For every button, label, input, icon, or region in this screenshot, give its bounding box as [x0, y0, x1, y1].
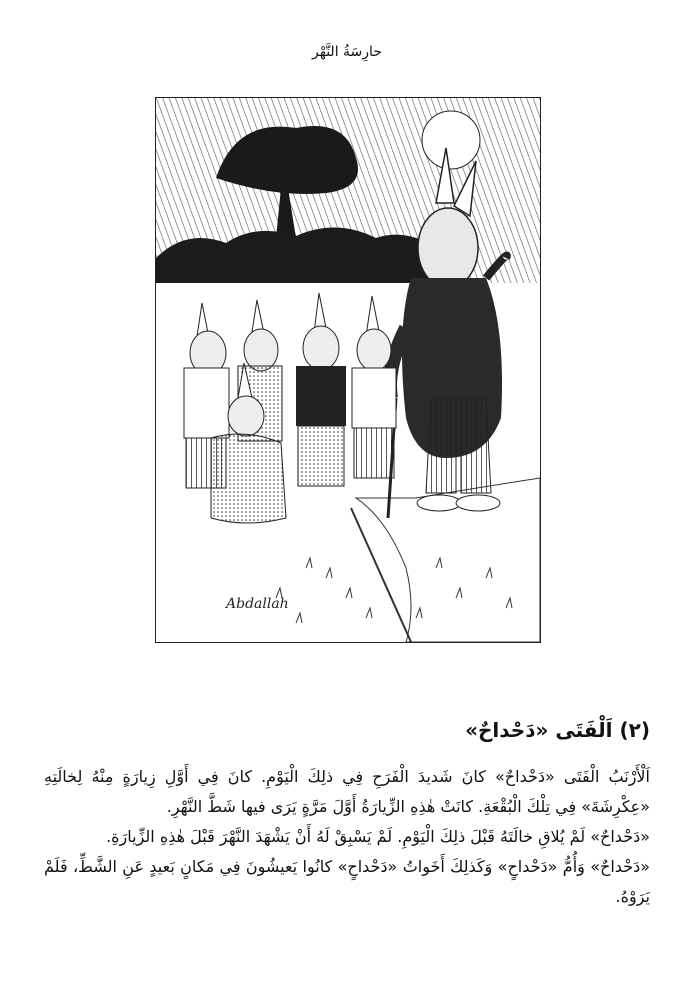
moon	[422, 111, 480, 169]
paragraph: اَلْأَرْنَبُ الْفَتَى «دَحْداحٌ» كانَ شَديدَ الْفَرَحِ فِي ذلِكَ الْيَوْمِ. كانَ فِي أَوَّلِ زِيارَةٍ مِنْهُ لِخالَتِهِ «عِكْرِشَةَ» فِي تِلْكَ الْبُقْعَةِ. كانَتْ هٰذِهِ الزِّيارَةُ أَوَّلَ مَرَّةٍ يَرَى فيها شَطَّ النَّهْرِ.	[44, 767, 650, 816]
story-body	[44, 762, 650, 912]
story-illustration	[155, 97, 541, 643]
paragraph: «دَحْداحٌ» لَمْ يُلاقِ خالَتَهُ قَبْلَ ذلِكَ الْيَوْمِ. لَمْ يَسْبِقْ لَهُ أَنْ يَشْهَدَ النَّهْرَ قَبْلَ هٰذِهِ الزِّيارَةِ.	[106, 827, 650, 846]
paragraph: «دَحْداحٌ» وَأُمُّ «دَحْداحٍ» وَكَذلِكَ أَخَواتُ «دَحْداحٍ» كانُوا يَعيشُونَ فِي مَكانٍ بَعيدٍ عَنِ الشَّطِّ، فَلَمْ يَرَوْهُ.	[44, 857, 650, 906]
svg-text:Abdallah: Abdallah	[226, 596, 289, 612]
chapter-heading: (٢) اَلْفَتَى «دَحْداحٌ»	[465, 718, 650, 742]
artist-signature	[224, 596, 289, 612]
running-head: حارِسَةُ النَّهْر	[312, 44, 382, 60]
